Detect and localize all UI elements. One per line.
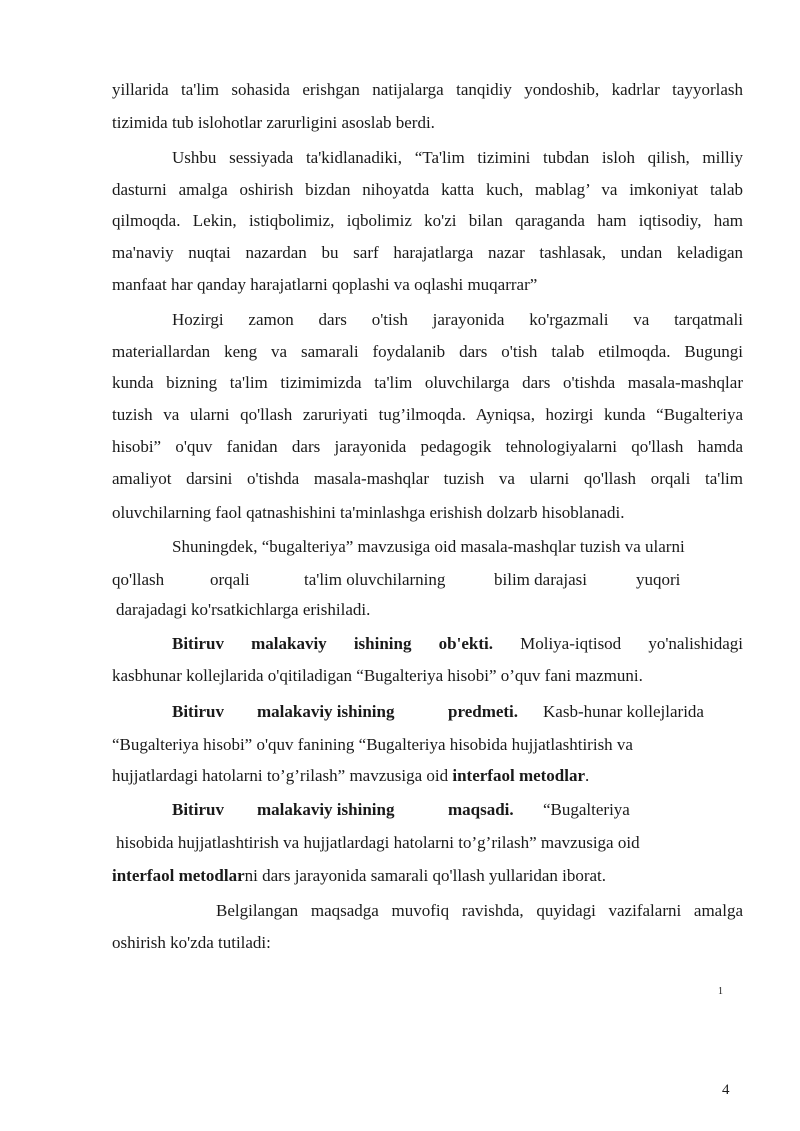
paragraph-line: qilmoqda. Lekin, istiqbolimiz, iqbolimiz ko'zi bilan qaraganda ham iqtisodiy, ham — [112, 211, 743, 230]
paragraph-line: kasbhunar kollejlarida o'qitiladigan “Bugalteriya hisobi” o’quv fani mazmuni. — [112, 666, 643, 685]
paragraph-line — [172, 634, 743, 654]
word: qo'llash — [112, 570, 165, 589]
paragraph-line: tuzish va ularni qo'llash zaruriyati tug’ilmoqda. Ayniqsa, hozirgi kunda “Bugalteriya — [112, 405, 743, 424]
paragraph-text: . — [585, 766, 590, 785]
paragraph-line: hisobida hujjatlashtirish va hujjatlardagi hatolarni to’g’rilash” mavzusiga oid — [116, 833, 640, 852]
paragraph-line-spaced — [112, 800, 743, 820]
section-label: Bitiruv — [172, 702, 224, 721]
paragraph-line: dasturni amalga oshirish bizdan nihoyatda katta kuch, mablag’ va imkoniyat talab — [112, 180, 743, 199]
section-label: predmeti. — [448, 702, 519, 721]
paragraph-line: materiallardan keng va samarali foydalanib dars o'tish talab etilmoqda. Bugungi — [112, 342, 743, 361]
paragraph-line: oshirish ko'zda tutiladi: — [112, 933, 271, 952]
paragraph-line: manfaat har qanday harajatlarni qoplashi va oqlashi muqarrar” — [112, 275, 538, 294]
paragraph-line: yillarida ta'lim sohasida erishgan natijalarga tanqidiy yondoshib, kadrlar tayyorlash — [112, 80, 743, 99]
paragraph-line: Belgilangan maqsadga muvofiq ravishda, quyidagi vazifalarni amalga — [216, 901, 743, 920]
paragraph-text: ni dars jarayonida samarali qo'llash yullaridan iborat. — [244, 866, 607, 885]
paragraph-line — [112, 866, 743, 886]
footnote-marker: 1 — [718, 986, 723, 997]
word: yuqori — [636, 570, 681, 589]
paragraph-line: amaliyot darsini o'tishda masala-mashqlar tuzish va ularni qo'llash orqali ta'lim — [112, 469, 743, 488]
paragraph-text: Kasb-hunar kollejlarida — [543, 702, 704, 721]
page-number: 4 — [722, 1082, 730, 1098]
paragraph-line: Ushbu sessiyada ta'kidlanadiki, “Ta'lim tizimini tubdan isloh qilish, milliy — [172, 148, 743, 167]
paragraph-line: tizimida tub islohotlar zarurligini asoslab berdi. — [112, 113, 435, 132]
paragraph-line-spaced — [112, 702, 743, 722]
paragraph-line-spaced — [112, 570, 743, 590]
section-label: maqsadi. — [448, 800, 514, 819]
emphasis: interfaol metodlar — [112, 866, 245, 885]
paragraph-text: hujjatlardagi hatolarni to’g’rilash” mavzusiga oid — [112, 766, 453, 785]
paragraph-line: hisobi” o'quv fanidan dars jarayonida pedagogik tehnologiyalarni qo'llash hamda — [112, 437, 743, 456]
word: ta'lim oluvchilarning — [304, 570, 446, 589]
word: bilim darajasi — [494, 570, 588, 589]
paragraph-text: “Bugalteriya — [543, 800, 630, 819]
paragraph-line — [112, 766, 743, 786]
paragraph-text: Moliya-iqtisod yo'nalishidagi — [520, 634, 744, 653]
section-label: malakaviy ishining — [257, 702, 395, 721]
paragraph-line: oluvchilarning faol qatnashishini ta'minlashga erishish dolzarb hisoblanadi. — [112, 503, 625, 522]
paragraph-line: “Bugalteriya hisobi” o'quv fanining “Bugalteriya hisobida hujjatlashtirish va — [112, 735, 633, 754]
section-label: Bitiruv malakaviy ishining ob'ekti. — [172, 634, 493, 653]
paragraph-line: darajadagi ko'rsatkichlarga erishiladi. — [116, 600, 371, 619]
paragraph-line: ma'naviy nuqtai nazardan bu sarf harajatlarga nazar tashlasak, undan keladigan — [112, 243, 743, 262]
paragraph-line: Hozirgi zamon dars o'tish jarayonida ko'rgazmali va tarqatmali — [172, 310, 743, 329]
emphasis: interfaol metodlar — [452, 766, 586, 785]
word: orqali — [210, 570, 250, 589]
section-label: Bitiruv — [172, 800, 224, 819]
paragraph-line: Shuningdek, “bugalteriya” mavzusiga oid masala-mashqlar tuzish va ularni — [172, 537, 685, 556]
paragraph-line: kunda bizning ta'lim tizimimizda ta'lim oluvchilarga dars o'tishda masala-mashqlar — [112, 373, 743, 392]
section-label: malakaviy ishining — [257, 800, 395, 819]
